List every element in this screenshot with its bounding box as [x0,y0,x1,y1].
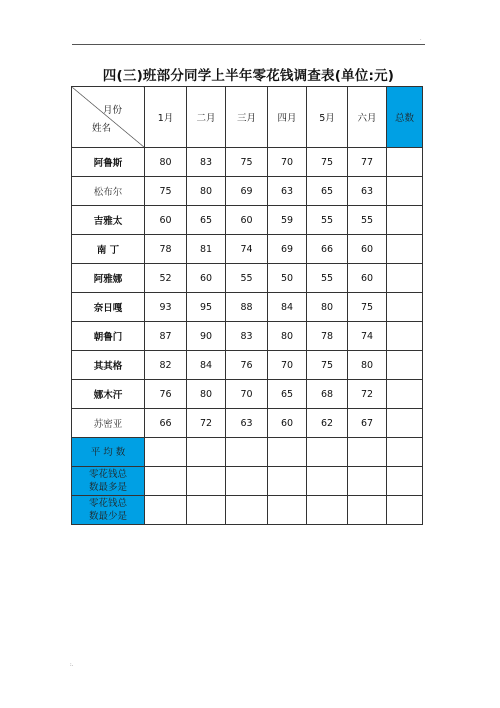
table-cell [307,496,348,525]
amount-cell: 80 [187,380,226,409]
amount-cell: 80 [348,351,387,380]
amount-cell: 60 [187,264,226,293]
amount-cell: 80 [145,148,187,177]
month-header: 六月 [348,87,387,148]
student-name: 阿鲁斯 [72,148,145,177]
total-header: 总数 [387,87,423,148]
amount-cell: 70 [268,148,307,177]
amount-cell: 68 [307,380,348,409]
amount-cell: 69 [268,235,307,264]
student-name: 松布尔 [72,177,145,206]
month-header: 二月 [187,87,226,148]
table-row [72,148,423,177]
amount-cell: 70 [226,380,268,409]
allowance-table [71,86,423,525]
amount-cell: 78 [307,322,348,351]
table-cell [307,438,348,467]
amount-cell: 74 [226,235,268,264]
amount-cell: 59 [268,206,307,235]
month-header: 四月 [268,87,307,148]
student-name: 朝鲁门 [72,322,145,351]
max-total-row [72,467,423,496]
table-cell [387,496,423,525]
amount-cell: 55 [348,206,387,235]
table-cell [226,438,268,467]
amount-cell: 76 [145,380,187,409]
total-cell [387,380,423,409]
table-cell [187,496,226,525]
total-cell [387,177,423,206]
amount-cell: 75 [307,148,348,177]
table-cell [187,438,226,467]
amount-cell: 72 [187,409,226,438]
amount-cell: 69 [226,177,268,206]
month-header: 5月 [307,87,348,148]
student-name: 吉雅太 [72,206,145,235]
average-label: 平 均 数 [72,438,145,467]
table-row [72,293,423,322]
amount-cell: 75 [145,177,187,206]
amount-cell: 80 [187,177,226,206]
amount-cell: 77 [348,148,387,177]
amount-cell: 93 [145,293,187,322]
total-cell [387,293,423,322]
table-row [72,206,423,235]
total-cell [387,235,423,264]
table-cell [307,467,348,496]
amount-cell: 84 [187,351,226,380]
amount-cell: 74 [348,322,387,351]
student-name: 苏密亚 [72,409,145,438]
amount-cell: 81 [187,235,226,264]
amount-cell: 66 [307,235,348,264]
month-header: 三月 [226,87,268,148]
amount-cell: 55 [307,264,348,293]
table-row [72,235,423,264]
amount-cell: 80 [307,293,348,322]
table-row [72,177,423,206]
table-cell [145,438,187,467]
corner-cell [72,87,145,148]
amount-cell: 63 [348,177,387,206]
table-cell [348,467,387,496]
student-name: 阿雅娜 [72,264,145,293]
average-row [72,438,423,467]
amount-cell: 55 [226,264,268,293]
header-row [72,87,423,148]
amount-cell: 76 [226,351,268,380]
amount-cell: 65 [187,206,226,235]
min-total-label: 零花钱总 数最少是 [72,496,145,525]
table-cell [268,467,307,496]
amount-cell: 80 [268,322,307,351]
total-cell [387,351,423,380]
table-cell [187,467,226,496]
month-header: 1月 [145,87,187,148]
table-row [72,264,423,293]
page-mark: :. [70,662,74,668]
amount-cell: 75 [226,148,268,177]
amount-cell: 95 [187,293,226,322]
table-cell [226,467,268,496]
amount-cell: 78 [145,235,187,264]
table-row [72,351,423,380]
amount-cell: 72 [348,380,387,409]
total-cell [387,409,423,438]
amount-cell: 60 [268,409,307,438]
header-rule [72,44,425,45]
amount-cell: 75 [307,351,348,380]
table-row [72,380,423,409]
amount-cell: 87 [145,322,187,351]
corner-name-label: 姓名 [92,123,112,134]
corner-month-label: 月份 [102,105,122,116]
amount-cell: 67 [348,409,387,438]
amount-cell: 60 [348,235,387,264]
total-cell [387,264,423,293]
amount-cell: 60 [226,206,268,235]
table-cell [268,496,307,525]
header-mark: . [420,36,422,42]
table-cell [387,438,423,467]
table-cell [145,496,187,525]
amount-cell: 60 [145,206,187,235]
amount-cell: 88 [226,293,268,322]
page-title: 四(三)班部分同学上半年零花钱调查表(单位:元) [102,68,395,84]
student-name: 南 丁 [72,235,145,264]
total-cell [387,322,423,351]
amount-cell: 60 [348,264,387,293]
amount-cell: 90 [187,322,226,351]
max-total-label: 零花钱总 数最多是 [72,467,145,496]
table-cell [348,496,387,525]
table-cell [268,438,307,467]
student-name: 其其格 [72,351,145,380]
table-cell [145,467,187,496]
amount-cell: 55 [307,206,348,235]
amount-cell: 82 [145,351,187,380]
total-cell [387,206,423,235]
table-row [72,409,423,438]
amount-cell: 70 [268,351,307,380]
amount-cell: 63 [226,409,268,438]
student-name: 奈日嘎 [72,293,145,322]
amount-cell: 50 [268,264,307,293]
amount-cell: 65 [268,380,307,409]
table-cell [226,496,268,525]
student-name: 娜木汗 [72,380,145,409]
min-total-row [72,496,423,525]
table-row [72,322,423,351]
amount-cell: 62 [307,409,348,438]
amount-cell: 83 [226,322,268,351]
amount-cell: 75 [348,293,387,322]
amount-cell: 66 [145,409,187,438]
table-cell [387,467,423,496]
table-cell [348,438,387,467]
amount-cell: 52 [145,264,187,293]
amount-cell: 65 [307,177,348,206]
amount-cell: 83 [187,148,226,177]
amount-cell: 84 [268,293,307,322]
amount-cell: 63 [268,177,307,206]
total-cell [387,148,423,177]
